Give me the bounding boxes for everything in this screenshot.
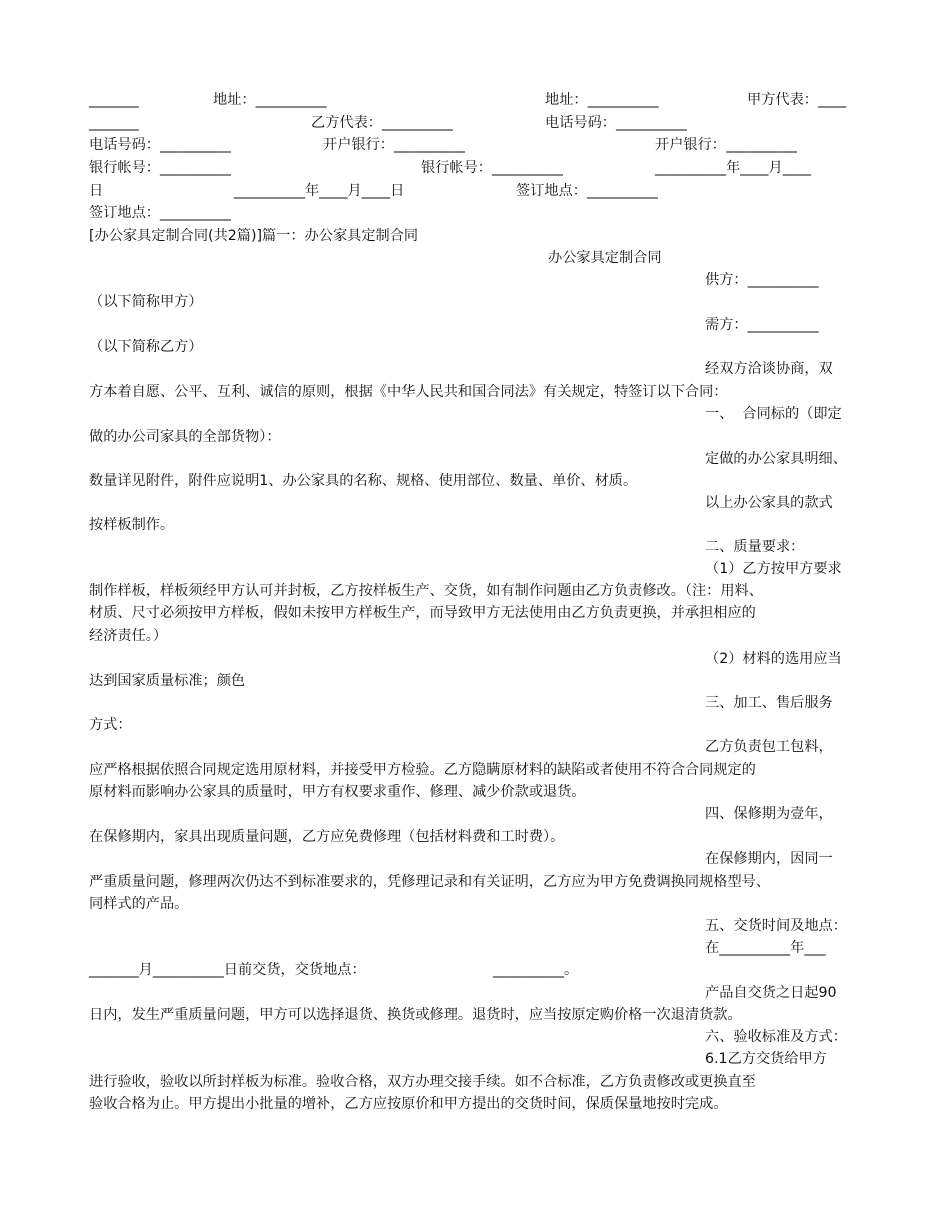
body-text-line: 二、质量要求： [705,539,805,555]
body-text-line: 同样式的产品。 [89,896,189,912]
body-text-line: 四、保修期为壹年， [705,806,833,822]
body-text-line: （以下简称甲方） [89,294,203,310]
body-text-line: 供方：__________ [705,272,819,288]
header-field-line: 银行帐号：__________ [421,160,563,176]
body-text-line: （2）材料的选用应当 [705,651,842,667]
body-text-line: 进行验收，验收以所封样板为标准。验收合格，双方办理交接手续。如不合标准，乙方负责修改或更换直至 [89,1074,756,1090]
header-field-line: __________年____月____日 [234,183,405,199]
body-text-line: 经双方洽谈协商，双 [705,361,833,377]
body-text-line: （1）乙方按甲方要求 [705,561,842,577]
body-text-line: 在保修期内，家具出现质量问题，乙方应免费修理（包括材料费和工时费）。 [89,829,565,845]
header-field-line: 日 [89,183,104,199]
body-text-line: 乙方负责包工包料， [705,739,833,755]
header-field-line: 签订地点：__________ [89,205,231,221]
header-field-line: _______ [89,115,139,131]
header-field-line: 开户银行：__________ [655,137,797,153]
body-text-line: 6.1乙方交货给甲方 [705,1051,827,1067]
header-field-line: 电话号码：__________ [89,137,231,153]
body-text-line: 应严格根据依照合同规定选用原材料，并接受甲方检验。乙方隐瞒原材料的缺陷或者使用不符合合同规定的 [89,762,756,778]
body-text-line: 三、加工、售后服务 [705,695,833,711]
body-text-line: 原材料而影响办公家具的质量时，甲方有权要求重作、修理、减少价款或退货。 [89,784,586,800]
body-text-line: 日内，发生严重质量问题，甲方可以选择退货、换货或修理。退货时，应当按原定购价格一次退清货款。 [89,1007,742,1023]
body-text-line: 验收合格为止。甲方提出小批量的增补，乙方应按原价和甲方提出的交货时间，保质保量地按时完成。 [89,1096,728,1112]
body-text-line: 五、交货时间及地点： [705,918,847,934]
header-field-line: 电话号码：__________ [545,115,687,131]
body-text-line: 一、 合同标的（即定 [705,406,842,422]
body-text-line: 严重质量问题，修理两次仍达不到标准要求的，凭修理记录和有关证明，乙方应为甲方免费调换同规格型号、 [89,874,771,890]
body-text-line: _______月__________日前交货，交货地点： [89,962,366,978]
body-text-line: 数量详见附件，附件应说明1、办公家具的名称、规格、使用部位、数量、单价、材质。 [89,473,638,489]
body-text-line: 制作样板，样板须经甲方认可并封板，乙方按样板生产、交货，如有制作问题由乙方负责修改。（注：用料、 [89,583,763,599]
header-field-line: _______ [89,92,139,108]
body-text-line: 在保修期内，因同一 [705,851,833,867]
header-field-line: 地址：__________ [545,92,659,108]
body-text-line: 需方：__________ [705,317,819,333]
header-field-line: 甲方代表：____ [747,92,847,108]
header-field-line: 乙方代表：__________ [311,115,453,131]
body-text-line: 办公家具定制合同 [548,250,662,266]
body-text-line: （以下简称乙方） [89,339,203,355]
body-text-line: 材质、尺寸必须按甲方样板，假如未按甲方样板生产，而导致甲方无法使用由乙方负责更换，并承担相应的 [89,605,756,621]
body-text-line: 按样板制作。 [89,517,175,533]
body-text-line: __________。 [493,962,579,978]
body-text-line: 方本着自愿、公平、互利、诚信的原则，根据《中华人民共和国合同法》有关规定，特签订以下合同： [89,384,728,400]
body-text-line: 方式： [89,717,132,733]
body-text-line: [办公家具定制合同(共2篇)]篇一：办公家具定制合同 [89,228,419,244]
body-text-line: 达到国家质量标准；颜色 [89,673,246,689]
body-text-line: 产品自交货之日起90 [705,985,837,1001]
body-text-line: 经济责任。） [89,628,168,644]
header-field-line: 开户银行：__________ [323,137,465,153]
header-field-line: __________年____月____ [655,160,812,176]
header-field-line: 银行帐号：__________ [89,160,231,176]
header-field-line: 签订地点：__________ [516,183,658,199]
body-text-line: 在__________年___ [705,940,826,956]
header-field-line: 地址：__________ [213,92,327,108]
body-text-line: 六、验收标准及方式： [705,1029,847,1045]
body-text-line: 做的办公司家具的全部货物）： [89,429,281,445]
body-text-line: 定做的办公家具明细、 [705,451,847,467]
body-text-line: 以上办公家具的款式 [705,495,833,511]
